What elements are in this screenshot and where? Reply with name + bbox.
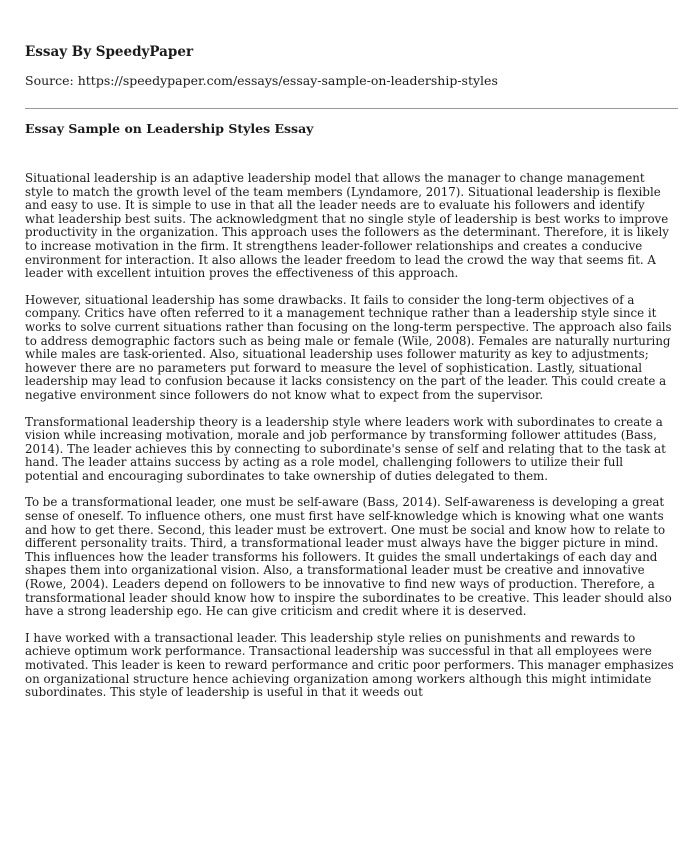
essay-paragraph: Transformational leadership theory is a leadership style where leaders work with subordinates to create a vision while increasing motivation, morale and job performance by transforming follower attitudes (Bass, 2014). The leader achieves this by connecting to subordinate's sense of self and relating that to the task at hand. The leader attains success by acting as a role model, challenging followers to utilize their full potential and encouraging subordinates to take ownership of duties delegated to them. — [25, 414, 666, 483]
source-line — [25, 73, 498, 89]
source-url[interactable]: https://speedypaper.com/essays/essay-sample-on-leadership-styles — [77, 73, 498, 88]
essay-title: Essay Sample on Leadership Styles Essay — [25, 121, 314, 136]
essay-paragraph: I have worked with a transactional leader. This leadership style relies on punishments and rewards to achieve optimum work performance. Transactional leadership was successful in that all employees were motivated. This leader is keen to reward performance and critic poor performers. This manager emphasizes on organizational structure hence achieving organization among workers although this might intimidate subordinates. This style of leadership is useful in that it weeds out — [25, 630, 674, 700]
source-label: Source: — [25, 73, 74, 88]
header-divider — [25, 108, 678, 109]
essay-paragraph: Situational leadership is an adaptive leadership model that allows the manager to change management style to match the growth level of the team members (Lyndamore, 2017). Situational leadership is flexible and easy to use. It is simple to use in that all the leader needs are to evaluate his followers and identify what leadership best suits. The acknowledgment that no single style of leadership is best works to improve productivity in the organization. This approach uses the followers as the determinant. Therefore, it is likely to increase motivation in the firm. It strengthens leader-follower relationships and creates a conducive environment for interaction. It also allows the leader freedom to lead the crowd the way that seems fit. A leader with excellent intuition proves the effectiveness of this approach. — [25, 172, 669, 281]
essay-paragraph: However, situational leadership has some drawbacks. It fails to consider the long-term objectives of a company. Critics have often referred to it a management technique rather than a leadership style since it works to solve current situations rather than focusing on the long-term perspective. The approach also fails to address demographic factors such as being male or female (Wile, 2008). Females are naturally nurturing while males are task-oriented. Also, situational leadership uses follower maturity as key to adjustments; however there are no parameters put forward to measure the level of sophistication. Lastly, situational leadership may lead to confusion because it lacks consistency on the part of the leader. This could create a negative environment since followers do not know what to expect from the supervisor. — [25, 292, 672, 402]
essay-body — [25, 172, 675, 848]
essay-paragraph: To be a transformational leader, one must be self-aware (Bass, 2014). Self-awareness is developing a great sense of oneself. To influence others, one must first have self-knowledge which is knowing what one wants and how to get there. Second, this leader must be extrovert. One must be social and know how to relate to different personality traits. Third, a transformational leader must always have the bigger picture in mind. This influences how the leader transforms his followers. It guides the small undertakings of each day and shapes them into organizational vision. Also, a transformational leader must be creative and innovative (Rowe, 2004). Leaders depend on followers to be innovative to find new ways of production. Therefore, a transformational leader should know how to inspire the subordinates to be creative. This leader should also have a strong leadership ego. He can give criticism and credit where it is deserved. — [25, 495, 672, 619]
site-title: Essay By SpeedyPaper — [25, 44, 194, 60]
